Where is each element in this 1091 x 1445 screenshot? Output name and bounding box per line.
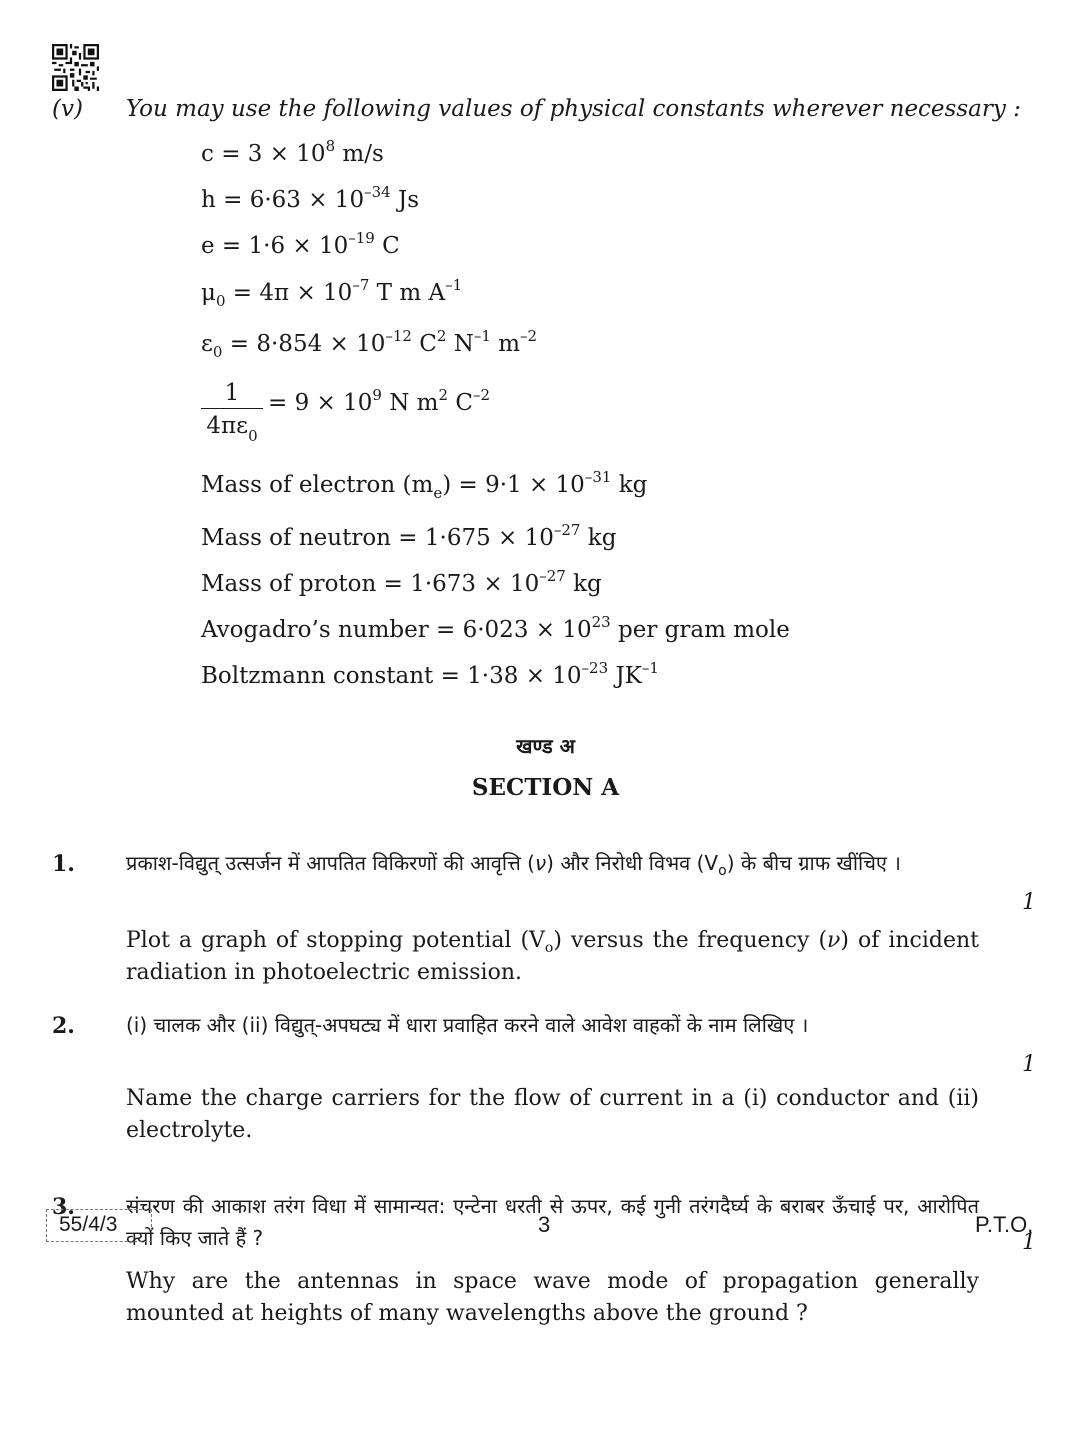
page-number: 3 [538, 1212, 551, 1237]
question-text-english: Plot a graph of stopping potential $(V_o)$ versus the frequency (ν) of incident radiation in photoelectric emission. [126, 928, 979, 985]
constant-permeability: $\mu_0 = 4\pi \times 10^{-7}$ T m $A^{-1}$ [201, 276, 463, 310]
constant-permittivity: $\varepsilon_0 = 8\cdot 854 \times 10^{-12}$ $C^2$ $N^{-1}$ $m^{-2}$ [201, 327, 538, 361]
question-marks: 1 [1022, 1052, 1036, 1077]
constant-avogadro: Avogadro’s number = $6\cdot 023 \times 10^{23}$ per gram mole [201, 613, 790, 643]
paper-code: 55/4/3 [46, 1209, 152, 1242]
question-text-hindi: संचरण की आकाश तरंग विधा में सामान्यत: एन्टेना धरती से ऊपर, कई गुनी तरंगदैर्घ्य के बराबर ऊँचाई पर, आरोपित क्यों किए जाते हैं ? [126, 1194, 979, 1250]
question-text-english: Why are the antennas in space wave mode of propagation generally mounted at heights of many wavelengths above the ground ? [126, 1269, 979, 1326]
coulomb-fraction [201, 380, 263, 445]
constant-planck: $h = 6\cdot 63 \times 10^{-34}$ Js [201, 183, 420, 213]
question-number: 3. [52, 1194, 75, 1220]
note-text: You may use the following values of physical constants wherever necessary : [126, 96, 1021, 122]
constant-neutron-mass: Mass of neutron = $1\cdot 675 \times 10^{-27}$ kg [201, 521, 617, 551]
constant-speed-of-light: $c = 3 \times 10^8$ m/s [201, 137, 384, 167]
please-turn-over: P.T.O. [975, 1212, 1034, 1237]
question-text-english: Name the charge carriers for the flow of current in a (i) conductor and (ii) electrolyte. [126, 1086, 979, 1143]
constant-proton-mass: Mass of proton = $1\cdot 673 \times 10^{-27}$ kg [201, 567, 602, 597]
fraction-numerator: 1 [201, 380, 263, 409]
fraction-denominator: $4\pi\varepsilon_0$ [206, 413, 258, 445]
question-marks: 1 [1022, 1230, 1036, 1255]
question-text-hindi: प्रकाश-विद्युत् उत्सर्जन में आपतित विकिरणों की आवृत्ति (ν) और निरोधी विभव $(V_o)$ के बीच ग्राफ खींचिए । [126, 851, 901, 879]
note-number: (v) [52, 96, 83, 122]
section-heading-english: SECTION A [471, 774, 620, 801]
question-marks: 1 [1022, 890, 1036, 915]
question-number: 1. [52, 851, 75, 877]
constant-coulomb: = $9 \times 10^9$ N $m^2$ $C^{-2}$ [268, 386, 491, 416]
qr-code-icon [52, 44, 99, 91]
question-text-hindi: (i) चालक और (ii) विद्युत्-अपघट्य में धारा प्रवाहित करने वाले आवेश वाहकों के नाम लिखिए । [126, 1013, 809, 1037]
constant-boltzmann: Boltzmann constant = $1\cdot 38 \times 10^{-23}$ $JK^{-1}$ [201, 659, 659, 689]
constant-electron-charge: $e = 1\cdot 6 \times 10^{-19}$ C [201, 229, 400, 259]
constant-electron-mass: Mass of electron $(m_e) = 9\cdot 1 \times 10^{-31}$ kg [201, 468, 648, 502]
question-number: 2. [52, 1013, 75, 1039]
section-heading-hindi: खण्ड अ [516, 734, 575, 758]
